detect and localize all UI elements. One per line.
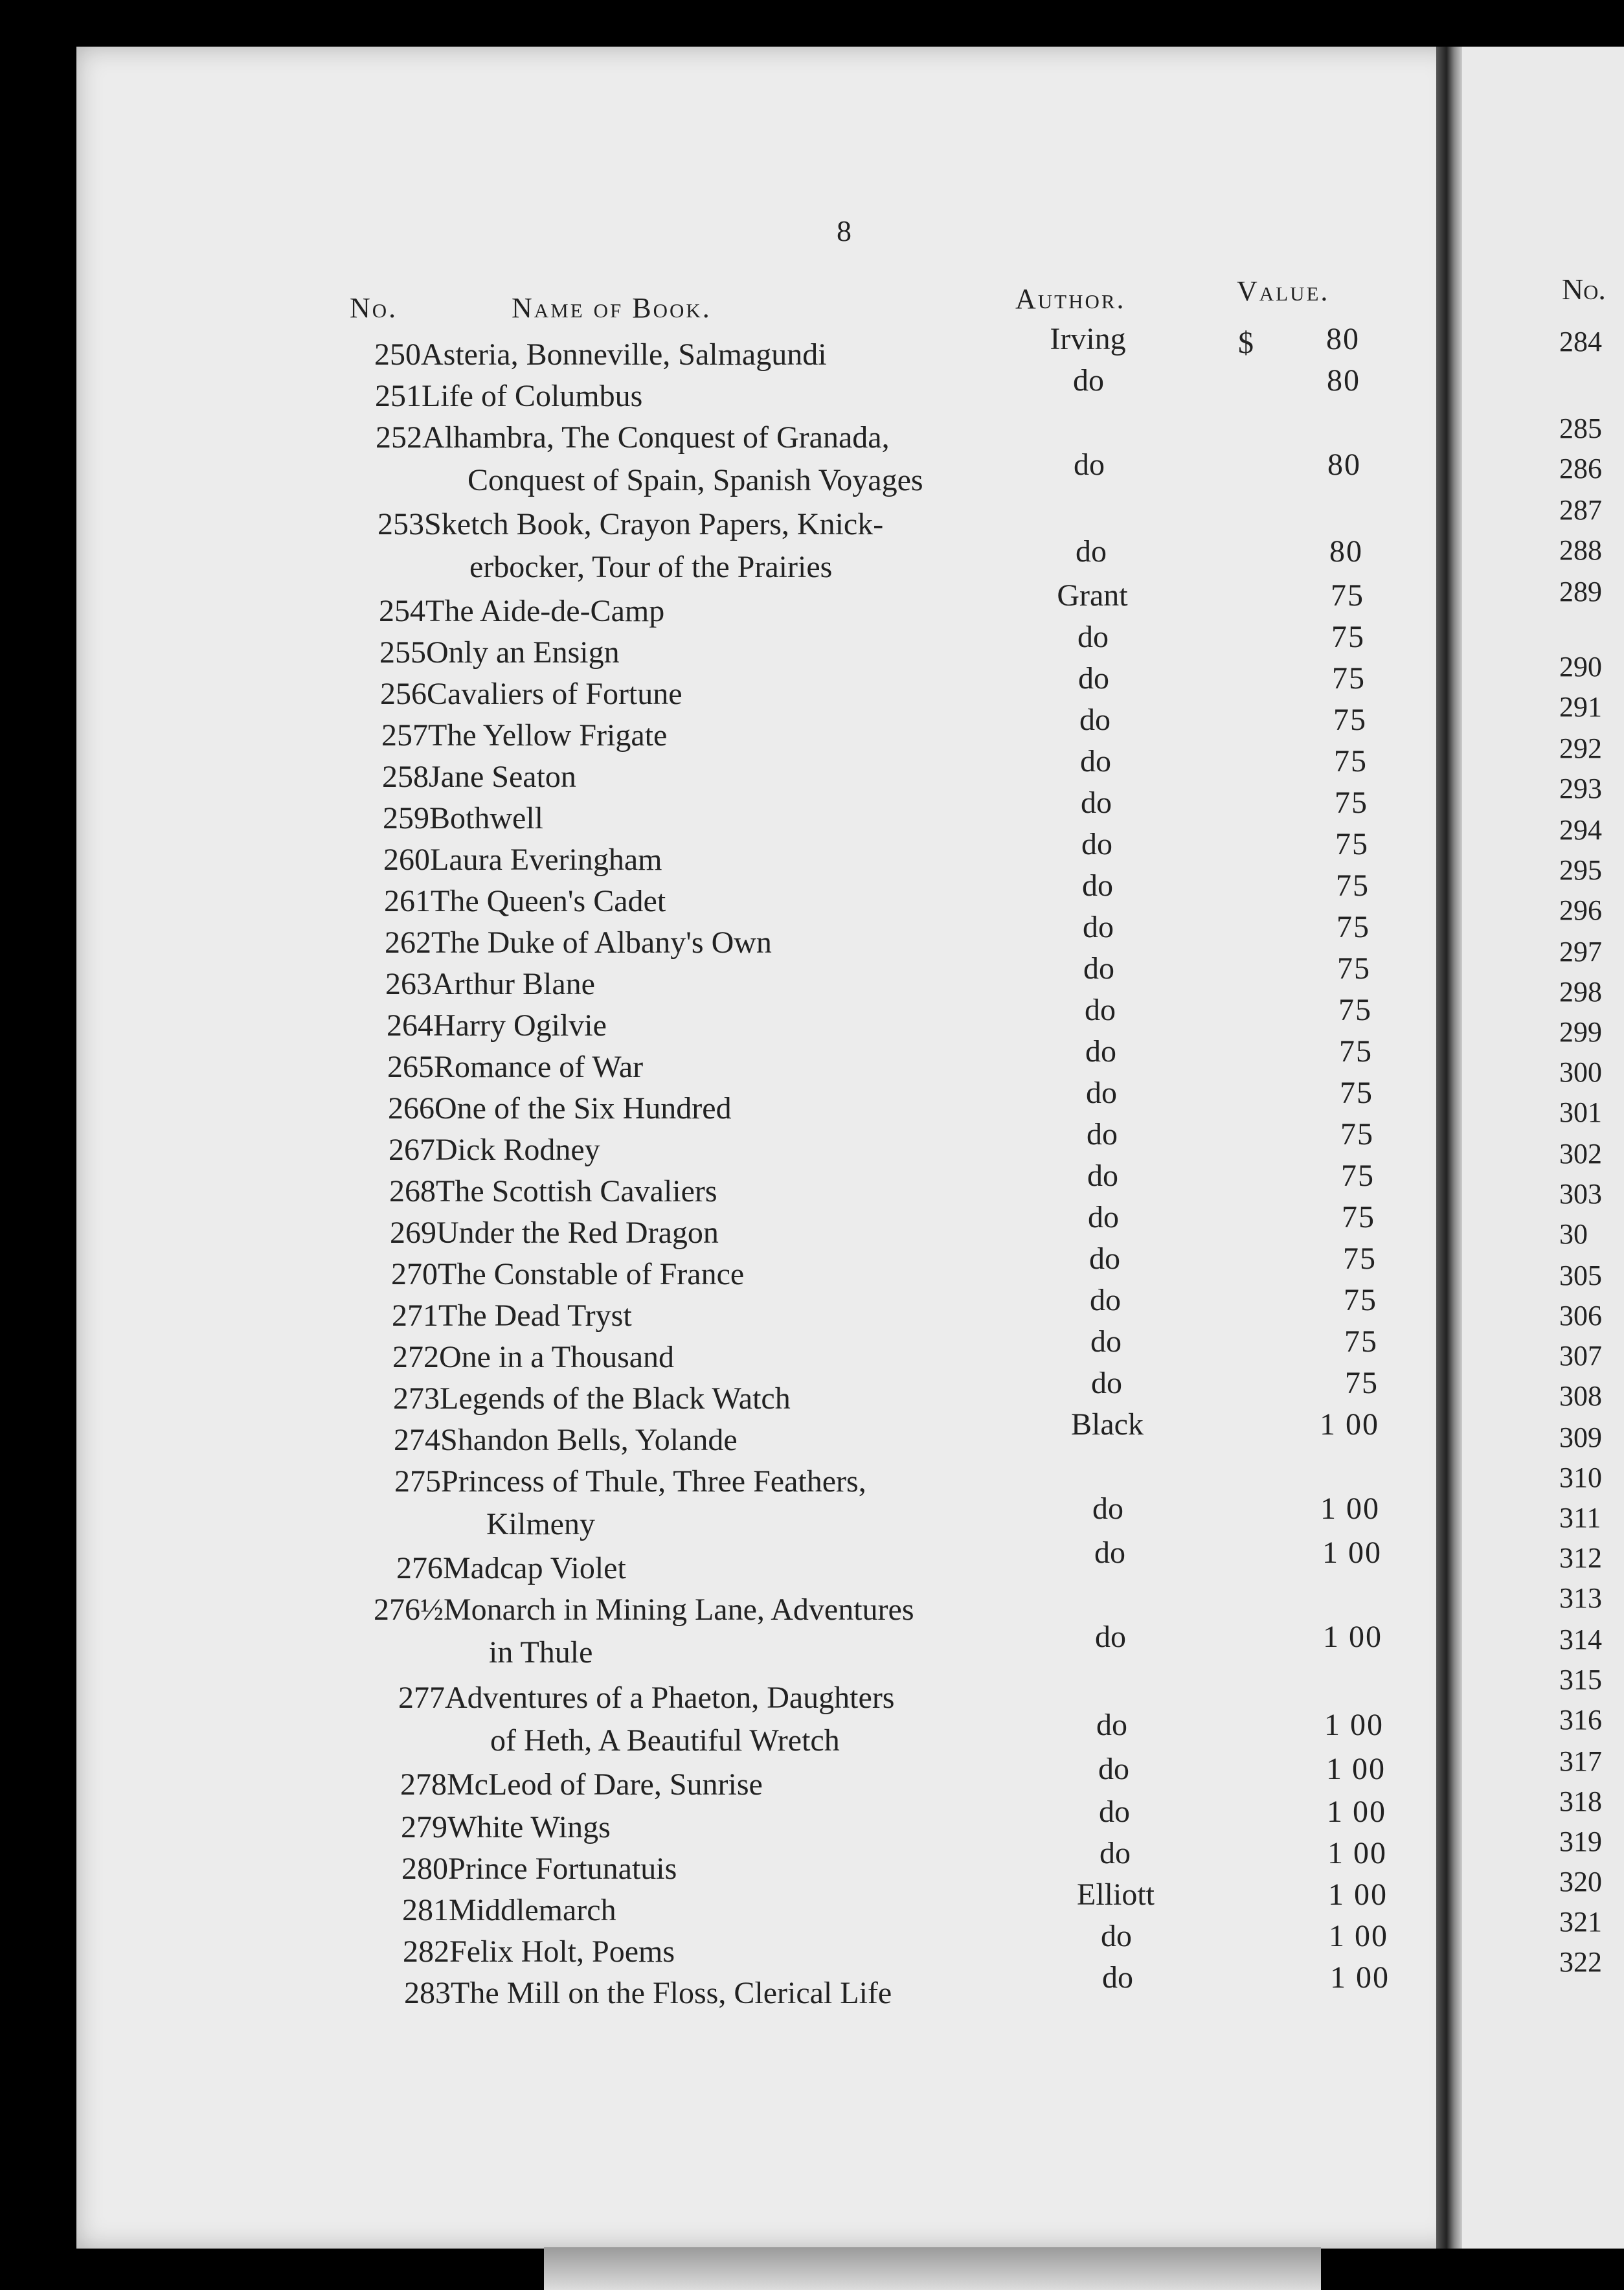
book-number: 283 bbox=[404, 1976, 451, 2010]
book-title: Harry Ogilvie bbox=[433, 1008, 607, 1043]
book-value: 75 bbox=[1334, 744, 1368, 778]
facing-page-number: 288 bbox=[1559, 534, 1602, 566]
book-title: Sketch Book, Crayon Papers, Knick- bbox=[424, 507, 884, 541]
book-value: 75 bbox=[1338, 993, 1372, 1027]
book-value: 80 bbox=[1326, 322, 1360, 356]
book-author: do bbox=[1077, 620, 1109, 654]
book-number: 276½ bbox=[374, 1593, 444, 1627]
book-number: 264 bbox=[387, 1008, 433, 1043]
book-number: 274 bbox=[394, 1423, 440, 1457]
book-number: 263 bbox=[385, 967, 432, 1001]
book-number: 261 bbox=[384, 884, 431, 918]
book-number: 250 bbox=[374, 337, 421, 372]
facing-page-number: 310 bbox=[1559, 1462, 1602, 1493]
book-author: do bbox=[1079, 703, 1111, 737]
book-author: do bbox=[1100, 1836, 1131, 1870]
book-title: One in a Thousand bbox=[439, 1340, 675, 1374]
facing-page-number: 298 bbox=[1559, 976, 1602, 1008]
book-title: Asteria, Bonneville, Salmagundi bbox=[421, 337, 827, 372]
book-title: The Yellow Frigate bbox=[428, 718, 668, 753]
book-value: 75 bbox=[1331, 620, 1365, 654]
book-number: 260 bbox=[383, 843, 430, 877]
book-author: Black bbox=[1071, 1407, 1144, 1442]
book-value: 75 bbox=[1337, 951, 1371, 986]
book-number: 277 bbox=[398, 1681, 445, 1715]
book-number: 267 bbox=[389, 1133, 435, 1167]
book-author: do bbox=[1094, 1536, 1125, 1570]
header-no: No. bbox=[350, 292, 398, 324]
book-value: 1 00 bbox=[1320, 1407, 1379, 1442]
facing-page-number: 308 bbox=[1559, 1380, 1602, 1412]
book-number: 281 bbox=[402, 1893, 449, 1927]
book-author: do bbox=[1078, 661, 1109, 696]
book-title: Life of Columbus bbox=[422, 379, 643, 413]
book-title: The Constable of France bbox=[438, 1257, 745, 1291]
book-value: 80 bbox=[1327, 363, 1360, 398]
book-author: do bbox=[1089, 1241, 1120, 1276]
book-value: 80 bbox=[1329, 534, 1363, 569]
book-number: 271 bbox=[392, 1298, 438, 1333]
book-number: 273 bbox=[393, 1381, 440, 1416]
book-author: do bbox=[1099, 1795, 1130, 1829]
facing-page-number: 293 bbox=[1559, 773, 1602, 804]
book-value: 1 00 bbox=[1322, 1536, 1382, 1570]
book-value: 75 bbox=[1344, 1324, 1378, 1359]
dollar-sign: $ bbox=[1238, 326, 1254, 360]
book-title: Madcap Violet bbox=[443, 1551, 626, 1585]
book-number: 258 bbox=[382, 760, 429, 794]
book-title: The Scottish Cavaliers bbox=[436, 1174, 717, 1208]
book-number: 269 bbox=[390, 1216, 436, 1250]
facing-page-header-no: No. bbox=[1562, 273, 1606, 306]
book-value: 75 bbox=[1332, 661, 1366, 696]
book-value: 1 00 bbox=[1320, 1491, 1380, 1526]
facing-page-number: 299 bbox=[1559, 1016, 1602, 1048]
book-title: Arthur Blane bbox=[432, 967, 595, 1001]
facing-page-number: 307 bbox=[1559, 1340, 1602, 1372]
facing-page-number: 306 bbox=[1559, 1300, 1602, 1332]
book-value: 1 00 bbox=[1330, 1960, 1390, 1995]
book-value: 1 00 bbox=[1326, 1752, 1386, 1786]
facing-page-number: 302 bbox=[1559, 1138, 1602, 1170]
book-number: 251 bbox=[375, 379, 422, 413]
book-number: 272 bbox=[392, 1340, 439, 1374]
book-number: 268 bbox=[389, 1174, 436, 1208]
book-number: 262 bbox=[385, 925, 431, 960]
facing-page-number: 296 bbox=[1559, 894, 1602, 926]
book-title: Kilmeny bbox=[486, 1507, 595, 1541]
page-number: 8 bbox=[837, 214, 851, 247]
book-value: 1 00 bbox=[1327, 1836, 1387, 1870]
book-author: do bbox=[1088, 1200, 1119, 1234]
binding-strip bbox=[544, 2247, 1321, 2290]
facing-page-number: 320 bbox=[1559, 1866, 1602, 1898]
book-author: do bbox=[1080, 744, 1111, 778]
book-title: Cavaliers of Fortune bbox=[427, 677, 682, 711]
facing-page-number: 300 bbox=[1559, 1056, 1602, 1088]
book-value: 1 00 bbox=[1323, 1620, 1382, 1654]
book-author: do bbox=[1096, 1708, 1127, 1742]
header-value: Value. bbox=[1237, 275, 1330, 307]
book-value: 1 00 bbox=[1328, 1877, 1388, 1912]
facing-page-number: 313 bbox=[1559, 1582, 1602, 1614]
book-value: 1 00 bbox=[1327, 1795, 1386, 1829]
book-number: 276 bbox=[396, 1551, 443, 1585]
book-title: The Dead Tryst bbox=[438, 1298, 632, 1333]
book-title: Felix Holt, Poems bbox=[449, 1934, 675, 1969]
facing-page-number: 286 bbox=[1559, 453, 1602, 484]
facing-page-number: 312 bbox=[1559, 1542, 1602, 1574]
book-title: Monarch in Mining Lane, Adventures bbox=[444, 1593, 914, 1627]
book-number: 259 bbox=[383, 801, 429, 835]
book-value: 1 00 bbox=[1329, 1919, 1388, 1953]
book-author: do bbox=[1083, 951, 1114, 986]
book-number: 282 bbox=[403, 1934, 449, 1969]
book-title: Jane Seaton bbox=[429, 760, 576, 794]
book-title: The Mill on the Floss, Clerical Life bbox=[451, 1976, 892, 2010]
book-value: 75 bbox=[1335, 786, 1368, 820]
facing-page-number: 316 bbox=[1559, 1704, 1602, 1736]
facing-page-number: 292 bbox=[1559, 732, 1602, 764]
book-title: McLeod of Dare, Sunrise bbox=[447, 1767, 763, 1802]
facing-page-number: 290 bbox=[1559, 651, 1602, 683]
book-author: do bbox=[1085, 1034, 1116, 1069]
book-value: 75 bbox=[1336, 910, 1370, 944]
book-value: 75 bbox=[1341, 1159, 1375, 1193]
book-author: Irving bbox=[1050, 322, 1126, 356]
book-value: 75 bbox=[1331, 578, 1364, 613]
book-number: 266 bbox=[388, 1091, 434, 1126]
facing-page-number: 305 bbox=[1559, 1260, 1602, 1291]
book-author: do bbox=[1095, 1620, 1126, 1654]
book-value: 1 00 bbox=[1324, 1708, 1384, 1742]
book-author: Grant bbox=[1057, 578, 1128, 613]
book-author: do bbox=[1087, 1117, 1118, 1151]
book-author: do bbox=[1086, 1076, 1117, 1110]
book-value: 80 bbox=[1327, 448, 1361, 482]
facing-page-number: 287 bbox=[1559, 494, 1602, 526]
book-value: 75 bbox=[1345, 1366, 1379, 1400]
book-author: do bbox=[1098, 1752, 1129, 1786]
book-number: 275 bbox=[394, 1464, 441, 1499]
book-title: Laura Everingham bbox=[430, 843, 662, 877]
book-number: 252 bbox=[376, 420, 422, 455]
book-number: 265 bbox=[387, 1050, 434, 1084]
facing-page-number: 294 bbox=[1559, 814, 1602, 846]
book-value: 75 bbox=[1342, 1200, 1375, 1234]
book-author: do bbox=[1076, 534, 1107, 569]
book-value: 75 bbox=[1340, 1117, 1374, 1151]
book-gutter bbox=[1436, 47, 1462, 2249]
book-author: do bbox=[1087, 1159, 1118, 1193]
facing-page-number: 301 bbox=[1559, 1096, 1602, 1128]
facing-page-number: 321 bbox=[1559, 1906, 1602, 1938]
facing-page-number: 314 bbox=[1559, 1624, 1602, 1655]
book-number: 270 bbox=[391, 1257, 438, 1291]
book-title: The Aide-de-Camp bbox=[425, 594, 665, 628]
book-value: 75 bbox=[1335, 827, 1369, 861]
book-title: Under the Red Dragon bbox=[436, 1216, 719, 1250]
book-number: 278 bbox=[400, 1767, 447, 1802]
book-title: Only an Ensign bbox=[426, 635, 620, 670]
book-value: 75 bbox=[1344, 1283, 1377, 1317]
book-title: Shandon Bells, Yolande bbox=[440, 1423, 738, 1457]
book-value: 75 bbox=[1336, 868, 1370, 903]
book-title: erbocker, Tour of the Prairies bbox=[469, 550, 833, 584]
book-title: in Thule bbox=[489, 1635, 593, 1670]
book-number: 257 bbox=[381, 718, 428, 753]
facing-page-number: 30 bbox=[1559, 1218, 1588, 1250]
facing-page-number: 311 bbox=[1559, 1502, 1601, 1534]
header-name-of-book: Name of Book. bbox=[512, 292, 712, 324]
facing-page-number: 309 bbox=[1559, 1422, 1602, 1453]
facing-page-number: 318 bbox=[1559, 1786, 1602, 1817]
book-title: Dick Rodney bbox=[435, 1133, 600, 1167]
book-title: of Heth, A Beautiful Wretch bbox=[490, 1723, 840, 1758]
book-author: do bbox=[1090, 1324, 1122, 1359]
book-author: do bbox=[1081, 786, 1112, 820]
book-title: One of the Six Hundred bbox=[434, 1091, 732, 1126]
book-title: Legends of the Black Watch bbox=[440, 1381, 791, 1416]
book-title: Romance of War bbox=[434, 1050, 644, 1084]
facing-page-number: 315 bbox=[1559, 1664, 1602, 1695]
facing-page-number: 284 bbox=[1559, 326, 1602, 357]
book-number: 256 bbox=[380, 677, 427, 711]
facing-page-number: 295 bbox=[1559, 854, 1602, 886]
facing-page-number: 322 bbox=[1559, 1946, 1602, 1978]
book-title: Princess of Thule, Three Feathers, bbox=[441, 1464, 866, 1499]
book-title: Conquest of Spain, Spanish Voyages bbox=[468, 463, 923, 497]
book-author: do bbox=[1090, 1283, 1121, 1317]
book-author: do bbox=[1082, 868, 1113, 903]
book-value: 75 bbox=[1340, 1076, 1373, 1110]
book-title: Adventures of a Phaeton, Daughters bbox=[445, 1681, 895, 1715]
book-number: 253 bbox=[378, 507, 424, 541]
book-author: do bbox=[1091, 1366, 1122, 1400]
book-author: do bbox=[1081, 827, 1112, 861]
book-value: 75 bbox=[1333, 703, 1367, 737]
book-author: do bbox=[1074, 448, 1105, 482]
book-author: do bbox=[1083, 910, 1114, 944]
book-number: 279 bbox=[401, 1810, 447, 1844]
book-number: 255 bbox=[379, 635, 426, 670]
book-author: do bbox=[1101, 1919, 1132, 1953]
book-title: The Queen's Cadet bbox=[431, 884, 666, 918]
book-value: 75 bbox=[1339, 1034, 1373, 1069]
book-author: do bbox=[1085, 993, 1116, 1027]
book-author: do bbox=[1092, 1491, 1123, 1526]
book-author: do bbox=[1102, 1960, 1133, 1995]
book-author: do bbox=[1073, 363, 1104, 398]
book-value: 75 bbox=[1343, 1241, 1377, 1276]
book-title: White Wings bbox=[447, 1810, 611, 1844]
book-author: Elliott bbox=[1077, 1877, 1155, 1912]
book-title: The Duke of Albany's Own bbox=[431, 925, 772, 960]
facing-page-number: 291 bbox=[1559, 691, 1602, 723]
book-title: Middlemarch bbox=[449, 1893, 616, 1927]
facing-page-number: 297 bbox=[1559, 936, 1602, 968]
book-title: Alhambra, The Conquest of Granada, bbox=[422, 420, 890, 455]
book-number: 280 bbox=[401, 1852, 448, 1886]
facing-page-number: 317 bbox=[1559, 1745, 1602, 1777]
facing-page-number: 303 bbox=[1559, 1178, 1602, 1210]
book-number: 254 bbox=[379, 594, 425, 628]
header-author: Author. bbox=[1015, 283, 1126, 315]
book-title: Prince Fortunatuis bbox=[448, 1852, 677, 1886]
book-title: Bothwell bbox=[429, 801, 543, 835]
facing-page-number: 319 bbox=[1559, 1826, 1602, 1857]
facing-page-number: 289 bbox=[1559, 576, 1602, 607]
facing-page-number: 285 bbox=[1559, 413, 1602, 444]
